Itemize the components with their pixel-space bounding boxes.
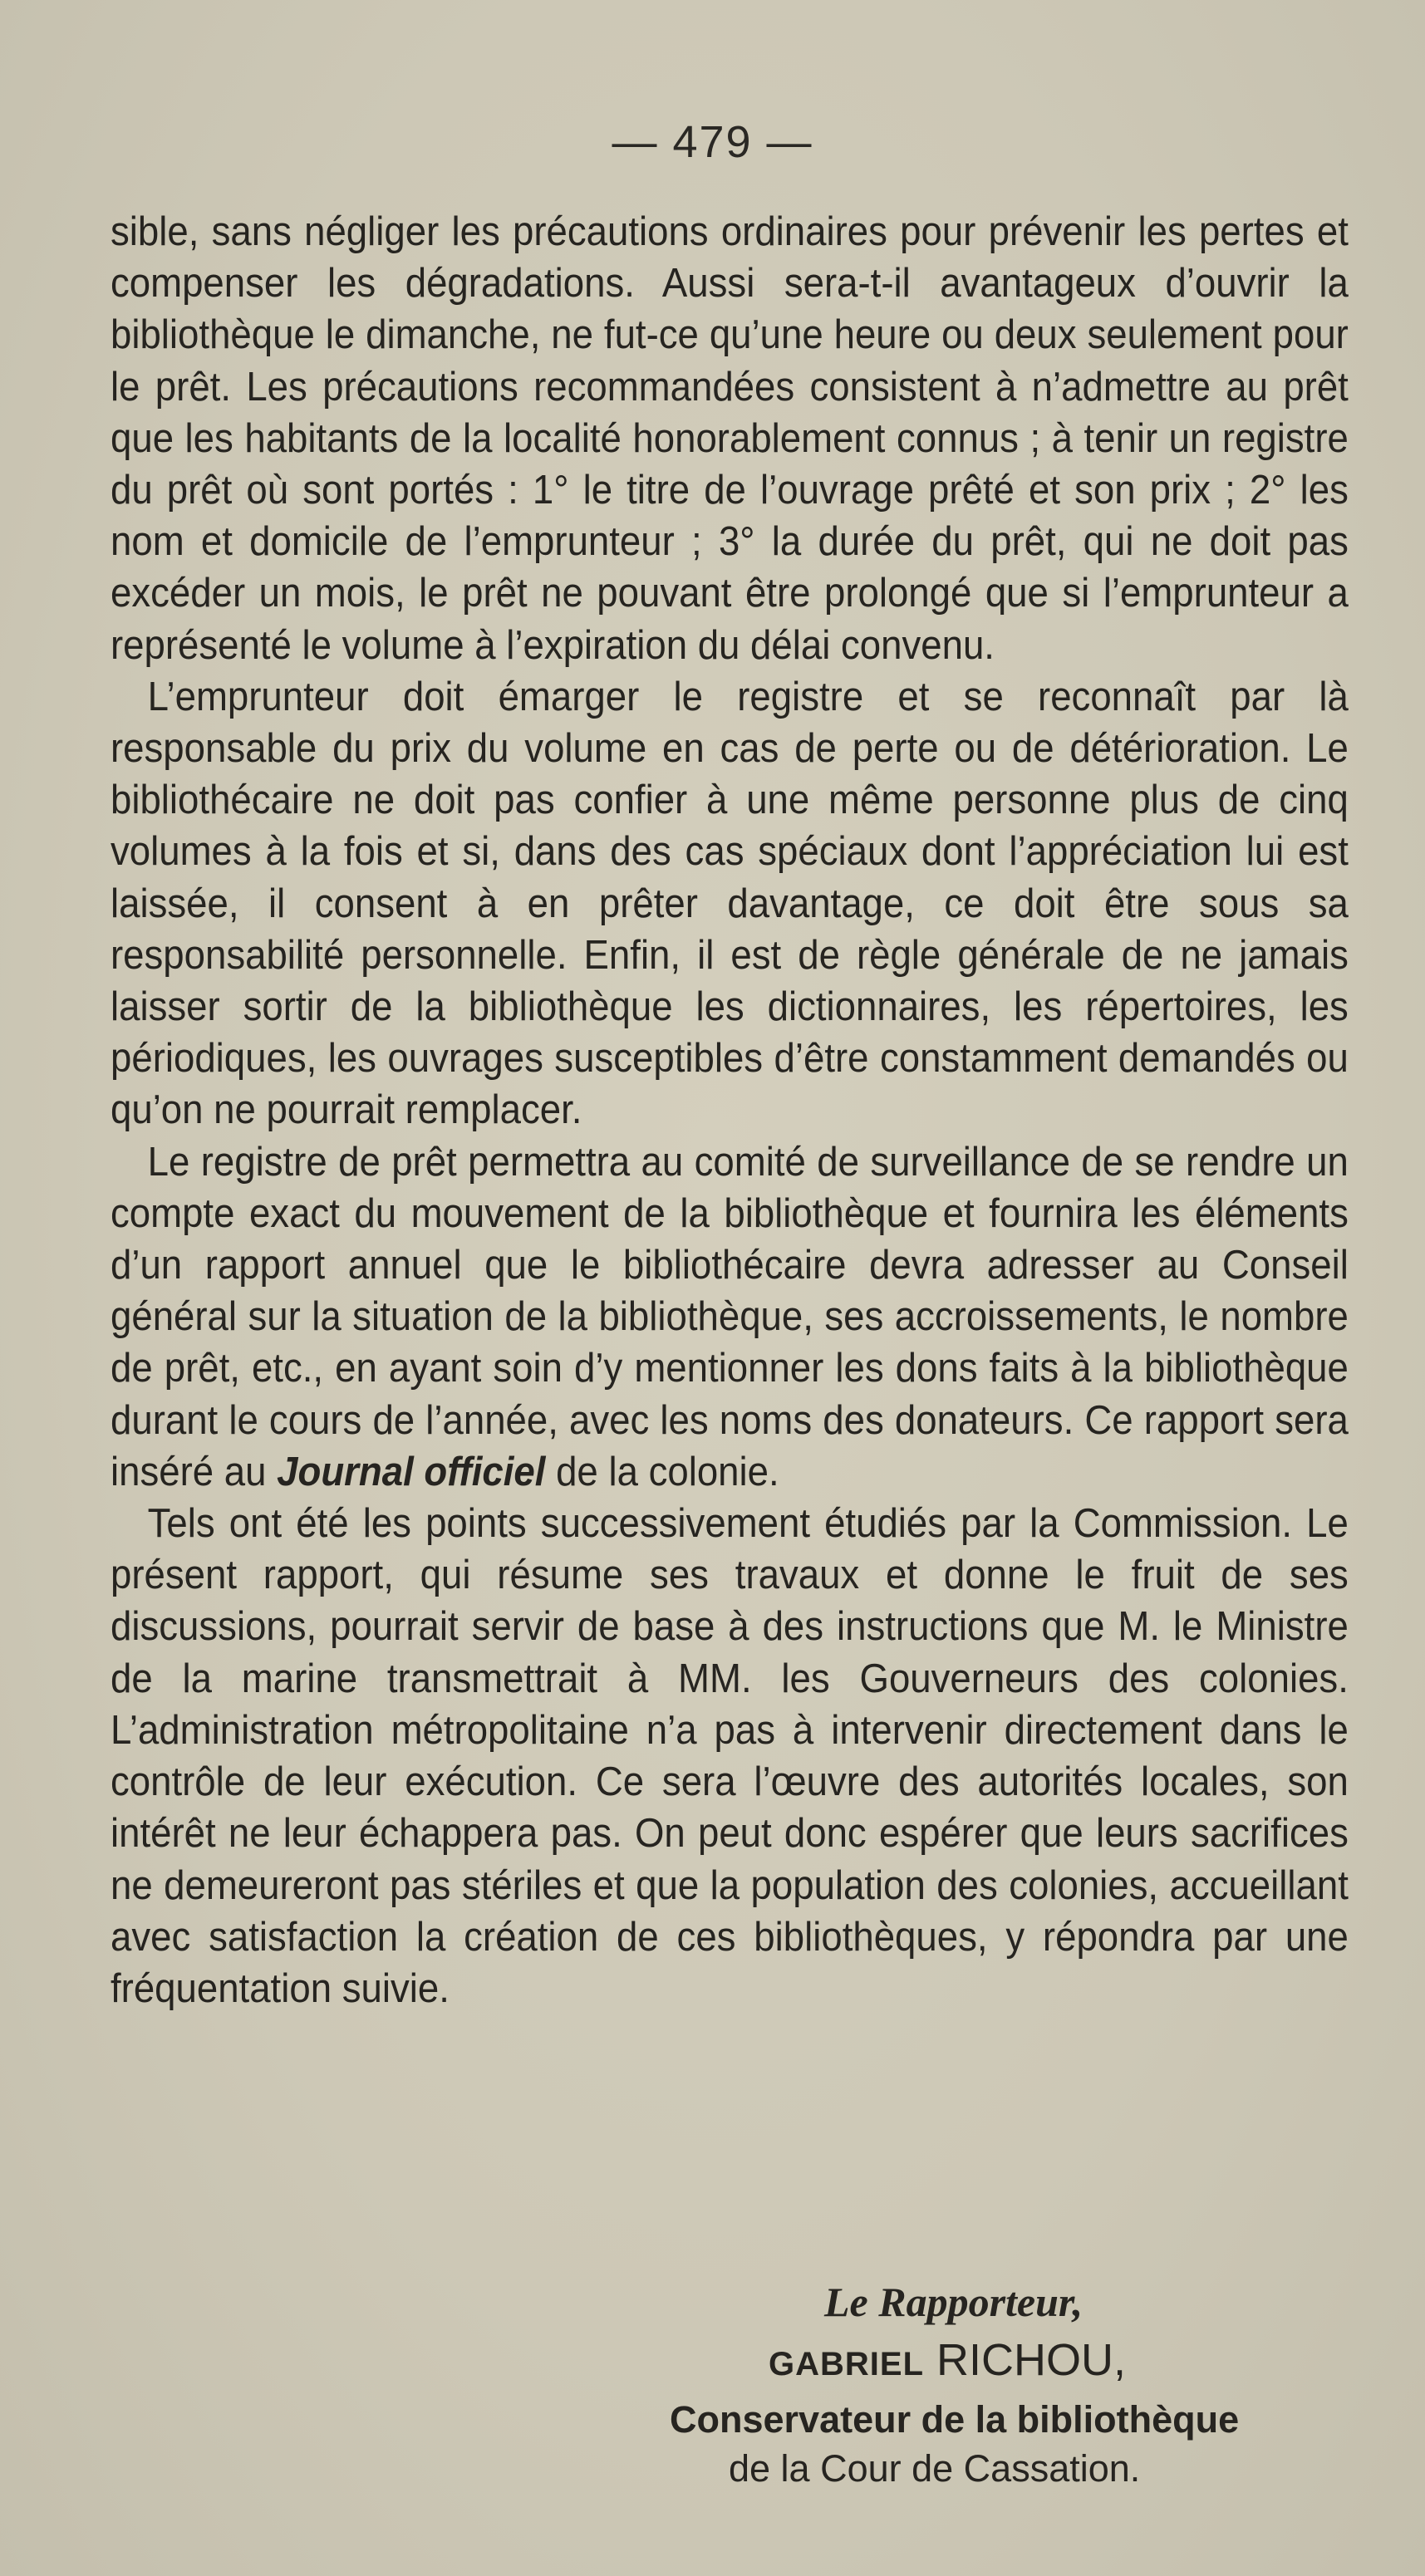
- paragraph-loan-precautions: sible, sans négliger les précautions ordinaires pour prévenir les pertes et compenser les dégradations. Aussi sera-t-il avantageux d’ouvrir la bibliothèque le dimanche, ne fut-ce qu’une heure ou deux seulement pour le prêt. Les précautions recommandées consistent à n’admettre au prêt que les habitants de la localité honorablement connus ; à tenir un registre du prêt où sont portés : 1° le titre de l’ouvrage prêté et son prix ; 2° les nom et domicile de l’emprunteur ; 3° la durée du prêt, qui ne doit pas excéder un mois, le prêt ne pouvant être prolongé que si l’emprunteur a représenté le volume à l’expiration du délai convenu.: [111, 209, 1349, 668]
- paragraph-borrower-responsibility: L’emprunteur doit émarger le registre et se reconnaît par là responsable du prix du volume en cas de perte ou de détérioration. Le bibliothécaire ne doit pas confier à une même personne plus de cinq volumes à la fois et si, dans des cas spéciaux dont l’appréciation lui est laissée, il consent à en prêter davantage, ce doit être sous sa responsabilité personnelle. Enfin, il est de règle générale de ne jamais laisser sortir de la bibliothèque les dictionnaires, les répertoires, les périodiques, les ouvrages susceptibles d’être constamment demandés ou qu’on ne pourrait remplacer.: [111, 674, 1349, 1133]
- signature-surname: RICHOU,: [936, 2335, 1127, 2385]
- paragraph-loan-register-end: de la colonie.: [545, 1449, 779, 1494]
- signature-name: [769, 2334, 1126, 2386]
- journal-officiel-title: Journal officiel: [277, 1449, 546, 1494]
- paragraph-commission-conclusion: Tels ont été les points successivement étudiés par la Commission. Le présent rapport, qui résume ses travaux et donne le fruit de ses discussions, pourrait servir de base à des instructions que M. le Ministre de la marine transmettrait à MM. les Gouverneurs des colonies. L’administration métropolitaine n’a pas à intervenir directement dans le contrôle de leur exécution. Ce sera l’œuvre des autorités locales, son intérêt ne leur échappera pas. On peut donc espérer que leurs sacrifices ne demeureront pas stériles et que la population des colonies, accueillant avec satisfaction la création de ces bibliothèques, y répondra par une fréquentation suivie.: [111, 1501, 1349, 2011]
- signature-first-name: GABRIEL: [769, 2346, 924, 2382]
- signature-title: Conservateur de la bibliothèque: [670, 2398, 1240, 2441]
- signature-institution: de la Cour de Cassation.: [729, 2447, 1141, 2490]
- paragraph-loan-register-text: Le registre de prêt permettra au comité de surveillance de se rendre un compte exact du mouvement de la bibliothèque et fournira les éléments d’un rapport annuel que le bibliothécaire devra adresser au Conseil général sur la situation de la bibliothèque, ses accroissements, le nombre de prêt, etc., en ayant soin d’y mentionner les dons faits à la bibliothèque durant le cours de l’année, avec les noms des donateurs. Ce rapport sera inséré au: [111, 1139, 1349, 1494]
- page-number: — 479 —: [612, 117, 813, 167]
- signature-role: Le Rapporteur,: [824, 2279, 1083, 2325]
- body-text: [111, 206, 1349, 2014]
- paragraph-loan-register: [111, 1136, 1349, 1498]
